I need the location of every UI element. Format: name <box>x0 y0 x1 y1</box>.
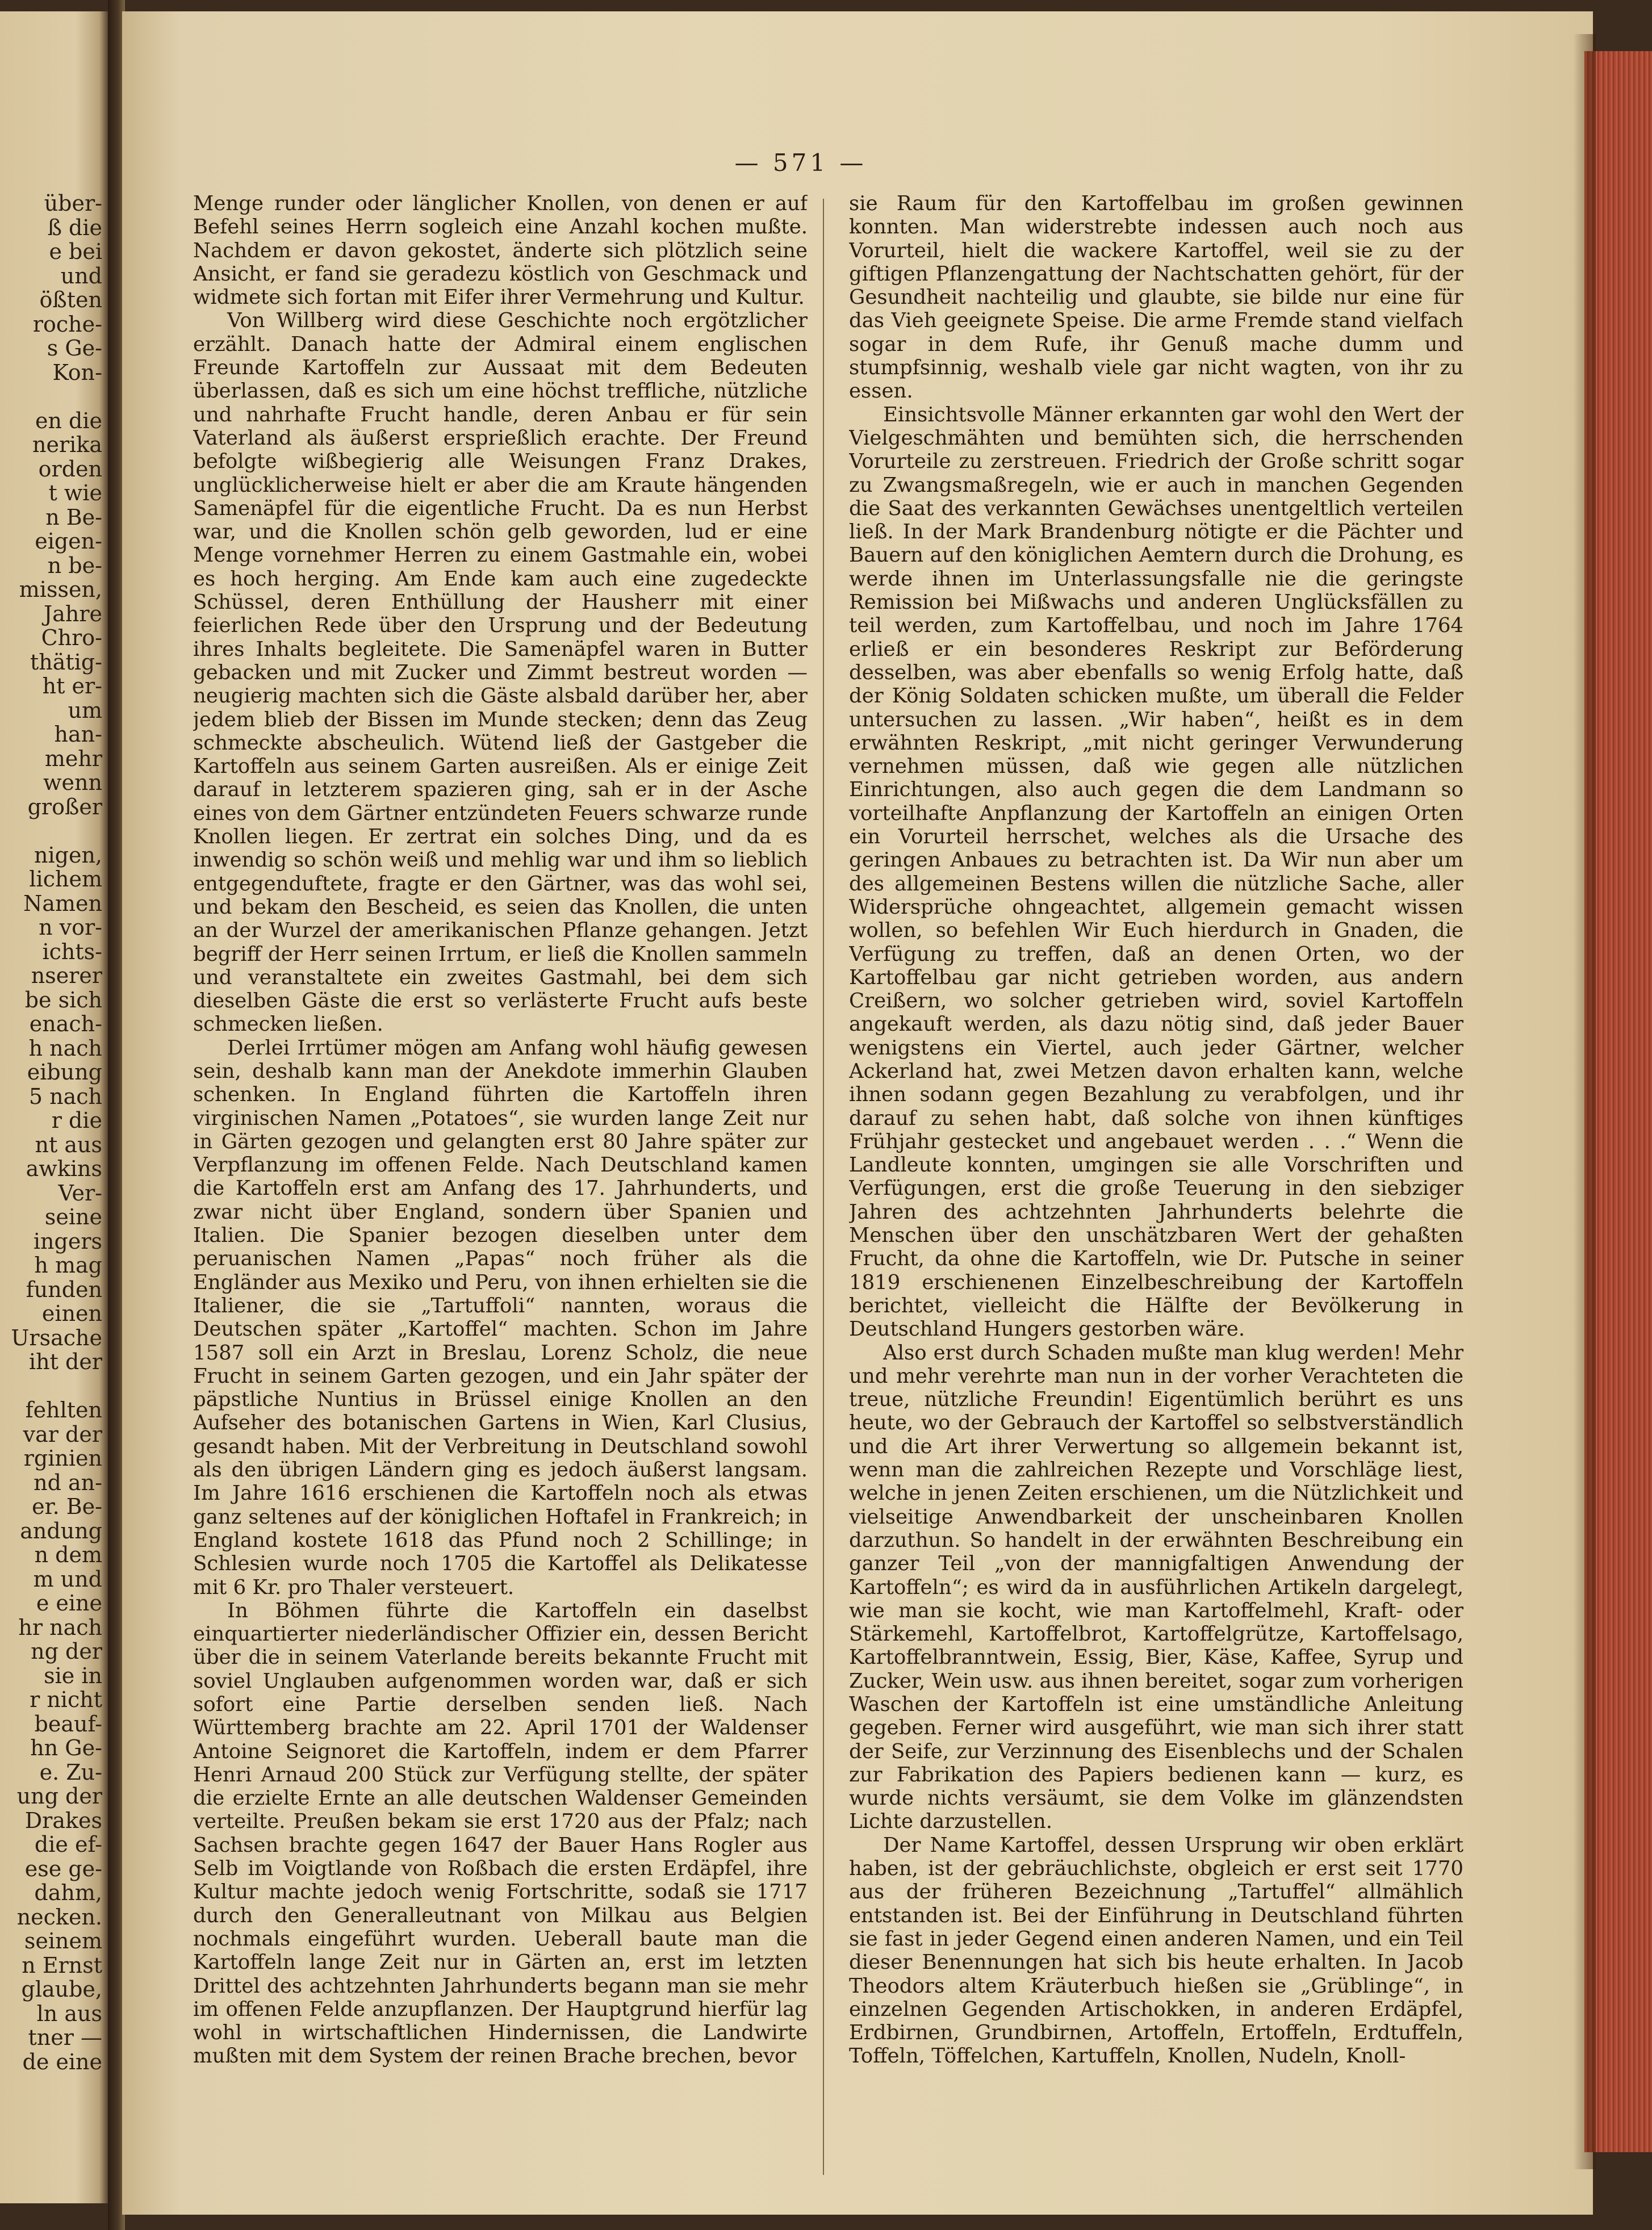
left-page-fragment: Ursache <box>11 1325 102 1350</box>
left-page-fragment: ß die <box>47 215 102 240</box>
left-page-fragment: er. Be- <box>32 1494 102 1519</box>
left-page-fragment: iht der <box>29 1349 102 1374</box>
left-page-fragment: einen <box>41 1301 102 1326</box>
left-page-fragment: ichts- <box>42 939 102 964</box>
left-page-fragment: r nicht <box>30 1687 102 1712</box>
left-page-fragment: h nach <box>28 1035 102 1061</box>
left-page-fragment: rginien <box>23 1446 102 1471</box>
left-page-fragment: beauf- <box>34 1711 102 1737</box>
left-page-fragment: fehlten <box>25 1398 102 1422</box>
left-page-fragment: über- <box>44 191 102 216</box>
left-page-fragment: n dem <box>34 1542 102 1567</box>
left-page-fragment: t wie <box>48 480 102 505</box>
column-divider <box>823 199 824 2175</box>
left-page-fragment: eigen- <box>35 529 102 554</box>
left-page-fragment: andung <box>20 1518 102 1543</box>
left-page-fragment: lichem <box>29 867 102 892</box>
left-page-fragment: um <box>68 697 102 723</box>
left-page-fragment: Namen <box>23 890 102 916</box>
left-page-fragment: nerika <box>32 432 102 457</box>
left-page-fragment: be sich <box>24 987 102 1013</box>
left-page-fragment: necken. <box>16 1904 102 1930</box>
paragraph: Menge runder oder länglicher Knollen, von denen er auf Befehl seines Herrn sogleich eine Anzahl kochen mußte. Nachdem er davon gekostet, änderte sich plötzlich seine Ansicht, er fand sie geradezu köstlich von Geschmack und widmete sich fortan mit Eifer ihrer Vermehrung und Kultur. <box>193 192 808 309</box>
left-page-fragment: Kon- <box>52 359 102 385</box>
left-page-fragment: hn Ge- <box>30 1735 102 1760</box>
left-page-fragment: eibung <box>27 1060 102 1085</box>
left-page-fragment: Ver- <box>58 1180 102 1206</box>
left-page-fragment: wenn <box>43 770 102 795</box>
left-page-fragment: h mag <box>34 1253 102 1278</box>
left-page-fragment: Jahre <box>43 601 102 626</box>
left-page-fragment: roche- <box>32 311 102 337</box>
left-page-fragment: Drakes <box>24 1808 102 1833</box>
left-page-fragment: ng der <box>31 1639 102 1664</box>
left-page-fragment: e eine <box>36 1591 102 1616</box>
left-page-fragment: enach- <box>29 1011 102 1036</box>
left-page-fragment: hr nach <box>18 1614 102 1640</box>
left-page-fragment: missen, <box>19 577 102 602</box>
page-number: — 571 — <box>734 149 867 177</box>
left-page-fragment: var der <box>23 1421 102 1447</box>
paragraph: Von Willberg wird diese Geschichte noch ergötzlicher erzählt. Danach hatte der Admiral einem englischen Freunde Kartoffeln zur Aussaat mit dem Bedeuten überlassen, daß es sich um eine höchst treffliche, nützliche und nahrhafte Frucht handle, deren Anbau er für sein Vaterland als äußerst ersprießlich erachte. Der Freund befolgte wißbegierig alle Weisungen Franz Drakes, unglücklicherweise hielt er aber die am Kraute hängenden Samenäpfel für die eigentliche Frucht. Da es nun Herbst war, und die Knollen schön gelb geworden, lud er eine Menge vornehmer Herren zu einem Gastmahle ein, wobei es hoch herging. Am Ende kam auch eine zugedeckte Schüssel, deren Enthüllung der Hausherr mit einer feierlichen Rede über den Ursprung und der Bedeutung ihres Inhalts begleitete. Die Samenäpfel waren in Butter gebacken und mit Zucker und Zimmt bestreut worden — neugierig machten sich die Gäste alsbald darüber her, aber jedem blieb der Bissen im Munde stecken; denn das Zeug schmeckte abscheulich. Wütend ließ der Gastgeber die Kartoffeln aus seinem Garten ausreißen. Als er einige Zeit darauf in letzterem spazieren ging, sah er in der Asche eines von dem Gärtner entzündeten Feuers schwarze runde Knollen liegen. Er zertrat ein solches Ding, und da es inwendig so schön weiß und mehlig war und ihm so lieblich entgegenduftete, fragte er den Gärtner, was das wohl sei, und bekam den Bescheid, es seien das Knollen, die unten an der Wurzel der amerikanischen Pflanze gehangen. Jetzt begriff der Herr seinen Irrtum, er ließ die Knollen sammeln und veranstaltete ein zweites Gastmahl, bei dem sich dieselben Gäste die erst so verlästerte Frucht aufs beste schmecken ließen. <box>193 309 808 1036</box>
text-column-left <box>193 192 808 2191</box>
left-page-fragment: nserer <box>31 963 102 988</box>
left-page-fragment: en die <box>35 408 102 433</box>
left-page-fragment: seine <box>44 1204 102 1229</box>
left-page-fragment: e. Zu- <box>39 1759 102 1785</box>
left-page-fragment: nt aus <box>35 1132 102 1157</box>
left-page-fragment: sie in <box>44 1663 102 1688</box>
text-column-right <box>849 192 1463 2191</box>
left-page-fragment: s Ge- <box>47 336 102 361</box>
paragraph: Einsichtsvolle Männer erkannten gar wohl den Wert der Vielgeschmähten und bemühten sich, die herrschenden Vorurteile zu zerstreuen. Friedrich der Große schritt sogar zu Zwangsmaßregeln, wie er auch in manchen Gegenden die Saat des verkannten Gewächses unentgeltlich verteilen ließ. In der Mark Brandenburg nötigte er die Pächter und Bauern auf den königlichen Aemtern durch die Drohung, es werde ihnen im Unterlassungsfalle nie die geringste Remission bei Mißwachs und anderen Unglücksfällen zu teil werden, zum Kartoffelbau, und noch im Jahre 1764 erließ er ein besonderes Reskript zur Beförderung desselben, was aber ebenfalls so wenig Erfolg hatte, daß der König Soldaten schicken mußte, um überall die Felder untersuchen zu lassen. „Wir haben“, heißt es in dem erwähnten Reskript, „mit nicht geringer Verwunderung vernehmen müssen, daß wie gegen alle nützlichen Einrichtungen, also auch gegen die dem Landmann so vorteilhafte Anpflanzung der Kartoffeln an einigen Orten ein Vorurteil herrschet, welches als die Ursache des geringen Anbaues zu betrachten ist. Da Wir nun aber um des allgemeinen Bestens willen die nützliche Sache, aller Widersprüche ohngeachtet, allgemein gemacht wissen wollen, so befehlen Wir Euch hierdurch in Gnaden, die Verfügung zu treffen, daß an denen Orten, wo der Kartoffelbau gar nicht getrieben worden, aus andern Creißern, wo solcher getrieben wird, soviel Kartoffeln angekauft werden, als dazu nötig sind, daß jeder Bauer wenigstens ein Viertel, auch jeder Gärtner, welcher Ackerland hat, zwei Metzen davon erhalten kann, welche ihnen sodann gegen Bezahlung zu verabfolgen, und ihr darauf zu sehen habt, daß solche von ihnen künftiges Frühjahr gestecket und angebauet werden . . .“ Wenn die Landleute konnten, umgingen sie alle Vorschriften und Verfügungen, erst die große Teuerung in den siebziger Jahren des achtzehnten Jahrhunderts belehrte die Menschen über den unschätzbaren Wert der gehaßten Frucht, da ohne die Kartoffeln, wie Dr. Putsche in seiner 1819 erschienenen Einzelbeschreibung der Kartoffeln berichtet, vielleicht die Hälfte der Bevölkerung in Deutschland Hungers gestorben wäre. <box>849 403 1463 1341</box>
left-page-fragment: orden <box>38 456 102 482</box>
left-page-fragment: dahm, <box>34 1880 102 1905</box>
left-page-fragment: ung der <box>16 1784 102 1809</box>
left-page-fragment: funden <box>26 1277 102 1302</box>
left-page-fragment: ese ge- <box>24 1856 102 1881</box>
left-page-fragment: awkins <box>26 1156 102 1181</box>
paragraph: sie Raum für den Kartoffelbau im großen gewinnen konnten. Man widerstrebte indessen auch noch aus Vorurteil, hielt die wackere Kartoffel, weil sie zu der giftigen Pflanzengattung der Nachtschatten gehört, für der Gesundheit nachteilig und glaubte, sie bilde nur eine für das Vieh geeignete Speise. Die arme Fremde stand vielfach sogar in dem Rufe, ihr Genuß mache dumm und stumpfsinnig, weshalb viele gar nicht wagten, von ihr zu essen. <box>849 192 1463 403</box>
left-page-fragment: mehr <box>44 746 102 771</box>
left-page-fragment: seinem <box>24 1928 102 1953</box>
left-page-fragment: m und <box>33 1566 102 1592</box>
paragraph: In Böhmen führte die Kartoffeln ein daselbst einquartierter niederländischer Offizier ein, dessen Bericht über die in seinem Vaterlande bereits bekannte Frucht mit soviel Unglauben aufgenommen worden war, daß er sich sofort eine Partie derselben senden ließ. Nach Württemberg brachte am 22. April 1701 der Waldenser Antoine Seignoret die Kartoffeln, indem er dem Pfarrer Henri Arnaud 200 Stück zur Verfügung stellte, der später die erzielte Ernte an alle deutschen Waldenser Gemeinden verteilte. Preußen bekam sie erst 1720 aus der Pfalz; nach Sachsen brachte gegen 1647 der Bauer Hans Rogler aus Selb im Voigtlande von Roßbach die ersten Erdäpfel, ihre Kultur machte jedoch wenig Fortschritte, sodaß sie 1717 durch den Generalleutnant von Milkau aus Belgien nochmals eingeführt wurden. Ueberall baute man die Kartoffeln lange Zeit nur in Gärten an, erst im letzten Drittel des achtzehnten Jahrhunderts begann man sie mehr im offenen Felde anzupflanzen. Der Hauptgrund hierfür lag wohl in wirtschaftlichen Hindernissen, die Landwirte mußten mit dem System der reinen Brache brechen, bevor <box>193 1599 808 2068</box>
left-page-fragment: glaube, <box>21 1977 102 2002</box>
left-page-fragment: 5 nach <box>28 1083 102 1109</box>
left-page-fragment: ln aus <box>36 2001 102 2026</box>
left-page-fragment: Chro- <box>41 625 102 650</box>
left-page-fragment: ingers <box>33 1228 102 1254</box>
left-page-margin <box>0 11 108 2203</box>
paragraph: Derlei Irrtümer mögen am Anfang wohl häufig gewesen sein, deshalb kann man der Anekdote immerhin Glauben schenken. In England führten die Kartoffeln ihren virginischen Namen „Potatoes“, sie wurden lange Zeit nur in Gärten gezogen und gelangten erst 80 Jahre später zur Verpflanzung im offenen Felde. Nach Deutschland kamen die Kartoffeln erst am Anfang des 17. Jahrhunderts, und zwar nicht über England, sondern über Spanien und Italien. Die Spanier bezogen dieselben unter dem peruanischen Namen „Papas“ noch früher als die Engländer aus Mexiko und Peru, von ihnen erhielten sie die Italiener, die sie „Tartuffoli“ nannten, woraus die Deutschen später „Kartoffel“ machten. Schon im Jahre 1587 soll ein Arzt in Breslau, Lorenz Scholz, die neue Frucht in seinem Garten gezogen, und ein Jahr später der päpstliche Nuntius in Brüssel einige Knollen an den Aufseher des botanischen Gartens in Wien, Karl Clusius, gesandt haben. Mit der Verbreitung in Deutschland sowohl als den übrigen Ländern ging es jedoch äußerst langsam. Im Jahre 1616 erschienen die Kartoffeln noch als etwas ganz seltenes auf der königlichen Hoftafel in Frankreich; in England kostete 1618 das Pfund noch 2 Schillinge; in Schlesien wurde noch 1705 die Kartoffel als Delikatesse mit 6 Kr. pro Thaler versteuert. <box>193 1036 808 1599</box>
left-page-fragment: großer <box>27 794 102 819</box>
left-page-fragment: n be- <box>47 553 102 578</box>
left-page-fragment: n vor- <box>39 915 102 940</box>
left-page-fragment: r die <box>51 1108 102 1133</box>
left-page-fragment: ht er- <box>42 673 102 698</box>
left-page-fragment: und <box>60 263 102 288</box>
left-page-fragment: ößten <box>39 287 102 312</box>
left-page-fragment: n Ernst <box>22 1952 102 1978</box>
left-page-fragment: e bei <box>49 239 102 264</box>
paragraph: Also erst durch Schaden mußte man klug werden! Mehr und mehr verehrte man nun in der vorher Verachteten die treue, nützliche Freundin! Eigentümlich berührt es uns heute, wo der Gebrauch der Kartoffel so selbstverständlich und die Art ihrer Verwertung so allgemein bekannt ist, wenn man die zahlreichen Rezepte und Vorschläge liest, welche in jenen Zeiten erschienen, um die Nützlichkeit und vielseitige Anwendbarkeit der unscheinbaren Knollen darzuthun. So handelt in der erwähnten Beschreibung ein ganzer Teil „von der mannigfaltigen Anwendung der Kartoffeln“; es wird da in ausführlichen Artikeln dargelegt, wie man sie kocht, wie man Kartoffelmehl, Kraft- oder Stärkemehl, Kartoffelbrot, Kartoffelgrütze, Kartoffelsago, Kartoffelbranntwein, Essig, Bier, Käse, Kaffee, Syrup und Zucker, Wein usw. aus ihnen bereitet, sogar zum vorherigen Waschen der Kartoffeln ist eine umständliche Anleitung gegeben. Ferner wird ausgeführt, wie man sich ihrer statt der Seife, zur Verzinnung des Eisenblechs und der Schalen zur Fabrikation des Papiers bedienen kann — kurz, es wurde nichts versäumt, sie dem Volke im glänzendsten Lichte darzustellen. <box>849 1341 1463 1834</box>
left-page-fragment: n Be- <box>45 504 102 530</box>
left-page-fragment: han- <box>54 722 102 747</box>
left-page-fragment: de eine <box>22 2049 102 2074</box>
left-page-fragment: die ef- <box>34 1832 102 1857</box>
edge-shadow <box>1573 34 1596 2169</box>
left-page-fragment: nigen, <box>34 842 102 868</box>
left-page-fragment: thätig- <box>30 649 102 675</box>
left-page-fragment: tner — <box>28 2025 102 2050</box>
paragraph: Der Name Kartoffel, dessen Ursprung wir oben erklärt haben, ist der gebräuchlichste, obgleich er erst seit 1770 aus der früheren Bezeichnung „Tartuffel“ allmählich entstanden ist. Bei der Einführung in Deutschland führten sie fast in jeder Gegend einen anderen Namen, und ein Teil dieser Benennungen hat sich bis heute erhalten. In Jacob Theodors altem Kräuterbuch hießen sie „Grüblinge“, in einzelnen Gegenden Artischokken, in anderen Erdäpfel, Erdbirnen, Grundbirnen, Artoffeln, Ertoffeln, Erdtuffeln, Toffeln, Töffelchen, Kartuffeln, Knollen, Nudeln, Knoll- <box>849 1833 1463 2068</box>
left-page-fragment: nd an- <box>34 1470 102 1495</box>
